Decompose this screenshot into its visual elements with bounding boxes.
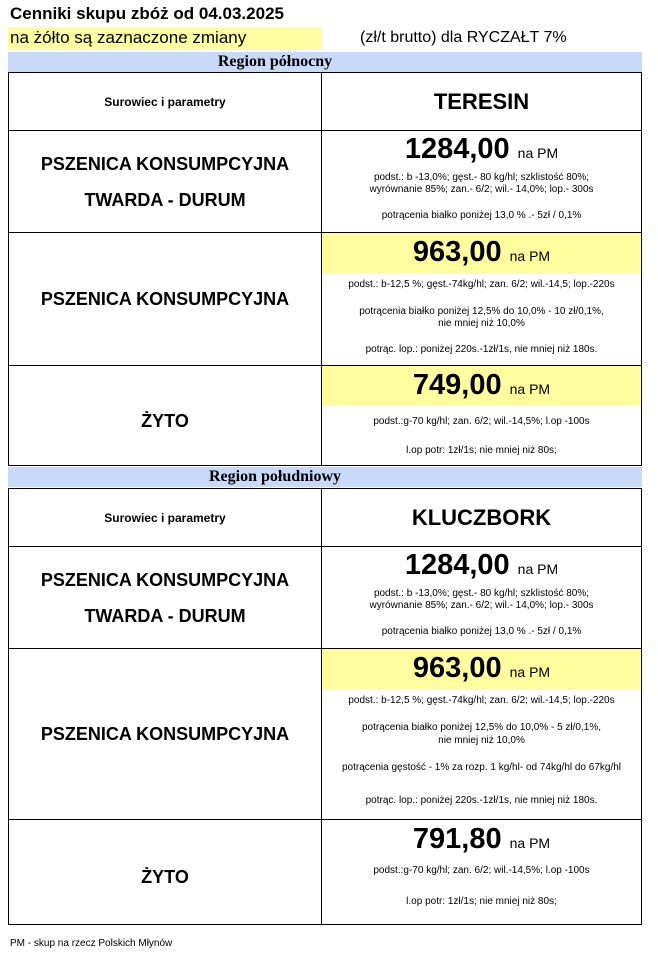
product-name-cell [8, 819, 322, 925]
param-text: l.op potr: 1zł/1s; nie mniej niż 80s; [406, 445, 557, 456]
product-name: PSZENICA KONSUMPCYJNA [40, 289, 290, 309]
product-name-sub: TWARDA - DURUM [84, 605, 246, 626]
location-name: TERESIN [433, 88, 530, 114]
price-row-highlighted [322, 649, 641, 689]
location-name: KLUCZBORK [411, 504, 552, 530]
price-cell [321, 365, 642, 466]
product-name: ŻYTO [141, 867, 189, 887]
param-text: nie mniej niż 10,0% [438, 735, 525, 746]
product-name-cell [8, 546, 322, 649]
price-row [322, 820, 641, 860]
param-text: podst.: b-12,5 %; gęst.-74kg/hl; zan. 6/2; wil.-14,5; lop.-220s [348, 695, 615, 706]
price-value: 963,00 [412, 236, 502, 268]
param-text: l.op potr: 1zł/1s; nie mniej niż 80s; [406, 896, 557, 907]
param-text: potrąc. lop.: poniżej 220s.-1zł/1s, nie mniej niż 180s. [365, 795, 598, 806]
price-value: 1284,00 [404, 549, 510, 581]
param-text: potrącenia białko poniżej 13,0 % .- 5zł / 0,1% [381, 626, 582, 637]
region-header: Region północny [8, 52, 642, 72]
price-unit: na PM [509, 664, 551, 680]
price-value: 1284,00 [404, 133, 510, 165]
footer-note: PM - skup na rzecz Polskich Młynów [10, 938, 173, 949]
param-text: wyrównanie 85%; zan.- 6/2; wil.- 14,0%; lop.- 300s [369, 184, 594, 195]
product-name-cell [8, 232, 322, 366]
params-header: Surowiec i parametry [104, 510, 226, 525]
param-text: potrącenia gęstość - 1% za rozp. 1 kg/hl- od 74kg/hl do 67kg/hl [341, 762, 622, 773]
product-name: PSZENICA KONSUMPCYJNA [40, 569, 290, 590]
price-row-highlighted [322, 366, 641, 406]
unit-note: (zł/t brutto) dla RYCZAŁT 7% [360, 29, 567, 46]
price-cell [321, 232, 642, 366]
param-text: potrącenia białko poniżej 13,0 % .- 5zł / 0,1% [381, 210, 582, 221]
product-name: PSZENICA KONSUMPCYJNA [40, 153, 290, 174]
param-text: podst.:g-70 kg/hl; zan. 6/2; wil.-14,5%; l.op -100s [373, 416, 590, 427]
price-unit: na PM [517, 145, 559, 161]
param-text: podst.: b-12,5 %; gęst.-74kg/hl; zan. 6/2; wil.-14,5; lop.-220s [348, 279, 615, 290]
product-name-cell [8, 130, 322, 233]
price-unit: na PM [509, 248, 551, 264]
product-name-sub: TWARDA - DURUM [84, 189, 246, 210]
price-cell [321, 648, 642, 820]
price-value: 963,00 [412, 652, 502, 684]
changes-note: na żółto są zaznaczone zmiany [8, 27, 321, 49]
param-text: podst.: b -13,0%; gęst.- 80 kg/hl; szklistość 80%; [373, 172, 590, 183]
param-text: potrąc. lop.: poniżej 220s.-1zł/1s, nie mniej niż 180s. [365, 344, 598, 355]
param-text: podst.:g-70 kg/hl; zan. 6/2; wil.-14,5%; l.op -100s [373, 865, 590, 876]
price-cell [321, 546, 642, 649]
page-title: Cenniki skupu zbóż od 04.03.2025 [10, 4, 284, 23]
region-header: Region południowy [8, 467, 642, 487]
product-name-cell [8, 648, 322, 820]
price-unit: na PM [509, 835, 551, 851]
params-header-cell [8, 488, 322, 547]
param-text: podst.: b -13,0%; gęst.- 80 kg/hl; szklistość 80%; [373, 588, 590, 599]
param-text: wyrównanie 85%; zan.- 6/2; wil.- 14,0%; lop.- 300s [369, 600, 594, 611]
price-row [322, 549, 641, 587]
params-header-cell [8, 72, 322, 131]
product-name: PSZENICA KONSUMPCYJNA [40, 724, 290, 744]
location-cell [321, 72, 642, 131]
price-value: 749,00 [412, 369, 502, 401]
price-row-highlighted [322, 233, 641, 273]
product-name-cell [8, 365, 322, 466]
price-cell [321, 819, 642, 925]
product-name: ŻYTO [141, 410, 189, 431]
location-cell [321, 488, 642, 547]
price-unit: na PM [509, 381, 551, 397]
price-cell [321, 130, 642, 233]
param-text: potrącenia białko poniżej 12,5% do 10,0% - 5 zł/0,1%, [361, 722, 602, 733]
price-value: 791,80 [412, 823, 502, 855]
param-text: nie mniej niż 10,0% [438, 318, 525, 329]
params-header: Surowiec i parametry [104, 94, 226, 109]
price-row [322, 133, 641, 171]
param-text: potrącenia białko poniżej 12,5% do 10,0% - 10 zł/0,1%, [359, 306, 604, 317]
price-unit: na PM [517, 561, 559, 577]
